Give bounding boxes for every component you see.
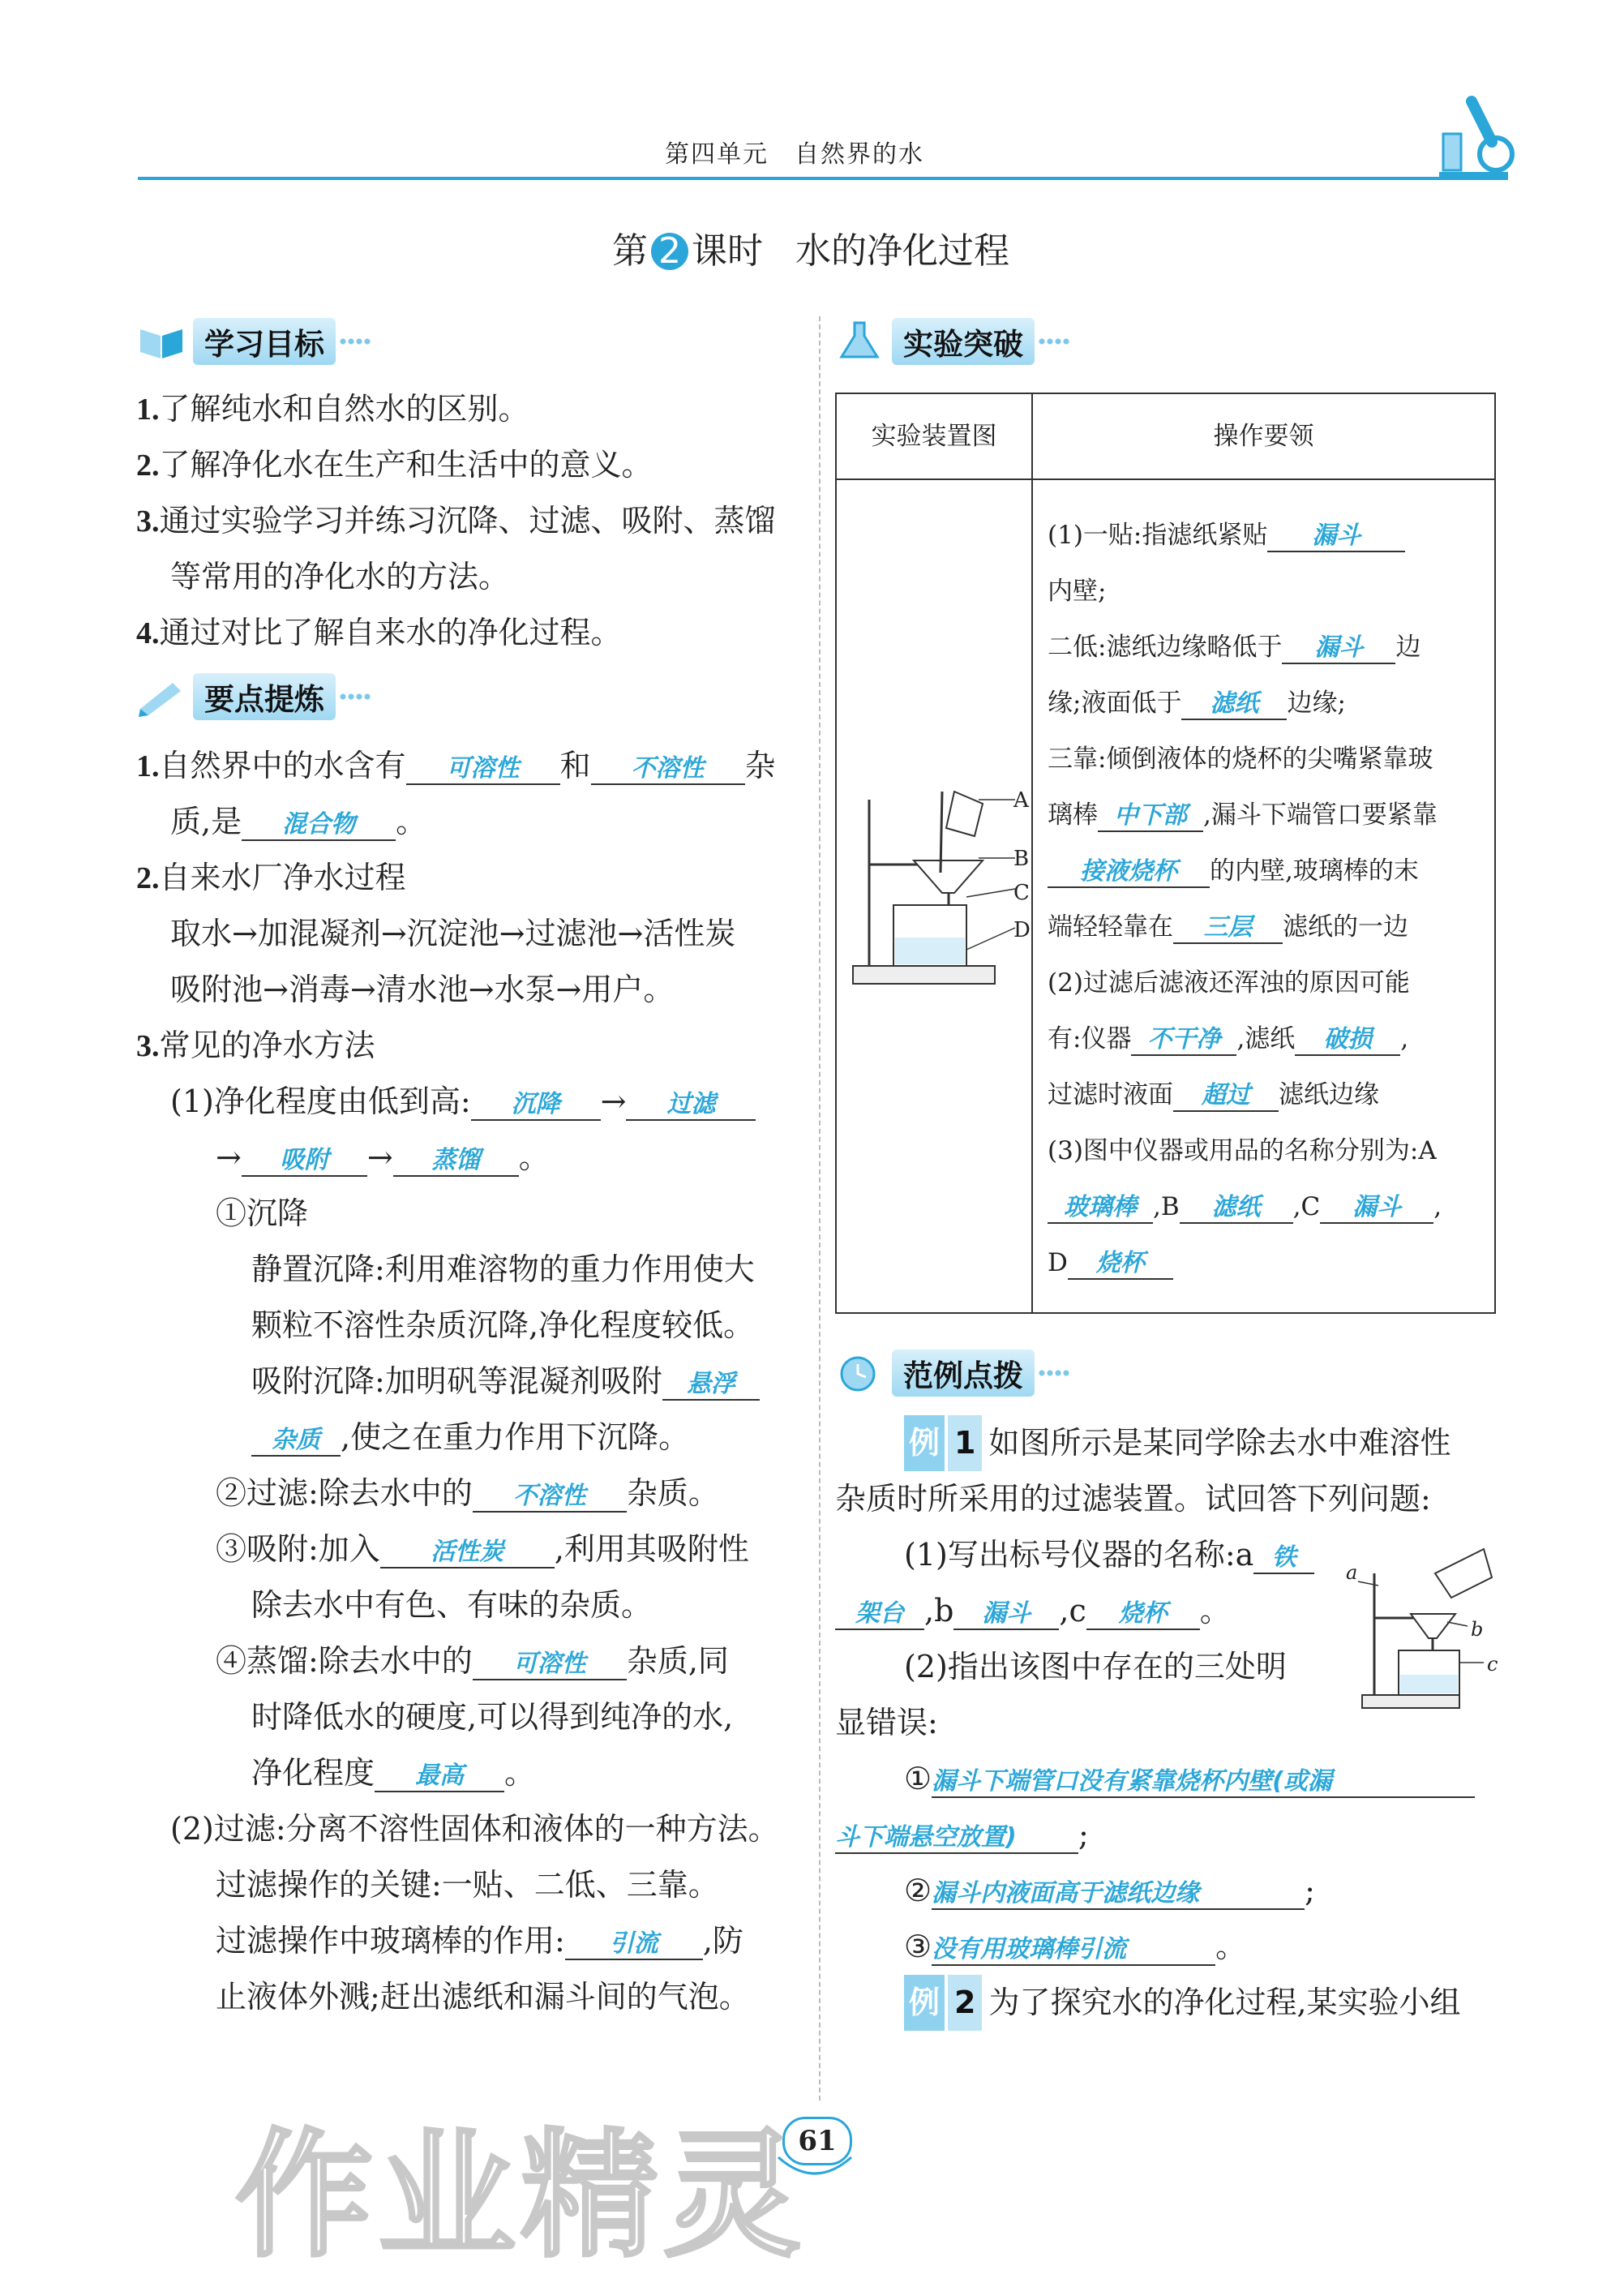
book-icon (136, 321, 186, 362)
answer-blank: 不溶性 (591, 754, 745, 785)
column-divider (819, 316, 821, 2101)
answer-blank: 悬浮 (662, 1370, 760, 1401)
sedimentation-title: ①沉降 (216, 1195, 309, 1231)
distillation-line3: 净化程度 最高 。 (251, 1755, 536, 1791)
table-header-apparatus: 实验装置图 (871, 422, 997, 451)
operation-line: (3)图中仪器或用品的名称分别为:A (1048, 1136, 1437, 1165)
operation-line: 璃棒 中下部 ,漏斗下端管口要紧靠 (1048, 787, 1438, 843)
figure-label-d: D (1013, 918, 1031, 942)
answer-blank: 滤纸 (1181, 689, 1287, 720)
goal-item: 3.通过实验学习并练习沉降、过滤、吸附、蒸馏 (136, 503, 776, 539)
example-figure-label-b: b (1471, 1618, 1484, 1641)
dots-decoration (1038, 1369, 1070, 1377)
section-examples-label: 范例点拨 (892, 1350, 1035, 1397)
figure-label-c: C (1013, 881, 1030, 905)
answer-blank: 蒸馏 (393, 1146, 519, 1177)
operation-line: 有:仪器 不干净 ,滤纸 破损 , (1048, 1011, 1408, 1067)
filtration-method: ②过滤:除去水中的 不溶性 杂质。 (216, 1475, 719, 1511)
table-column-divider (1031, 394, 1033, 1312)
answer-blank: 烧杯 (1086, 1599, 1200, 1630)
answer-blank: 不溶性 (473, 1482, 627, 1513)
operation-line: 二低:滤纸边缘略低于 漏斗 边 (1048, 620, 1420, 676)
section-points (136, 673, 371, 720)
answer-blank: 滤纸 (1180, 1193, 1293, 1224)
lesson-prefix: 第 (612, 230, 648, 272)
operation-line: (2)过滤后滤液还浑浊的原因可能 (1048, 968, 1410, 998)
answer-blank: 没有用玻璃棒引流 (932, 1935, 1215, 1966)
example-1-line6: 显错误: (835, 1705, 938, 1740)
answer-blank: 引流 (565, 1929, 703, 1960)
filtration-apparatus-figure (845, 783, 1031, 1002)
section-experiment-label: 实验突破 (892, 318, 1035, 365)
microscope-icon (1427, 85, 1516, 181)
section-points-label: 要点提炼 (193, 673, 336, 720)
point-2-line1: 取水→加混凝剂→沉淀池→过滤池→活性炭 (170, 916, 736, 951)
operation-line: 过滤时液面 超过 滤纸边缘 (1048, 1067, 1379, 1123)
table-header-divider (837, 478, 1494, 480)
dots-decoration (339, 693, 371, 701)
distillation-line2: 时降低水的硬度,可以得到纯净的水, (251, 1699, 734, 1735)
example-figure-label-a: a (1346, 1561, 1358, 1584)
sedimentation-line1: 静置沉降:利用难溶物的重力作用使大 (251, 1251, 755, 1287)
example-2-line1: 例 2 为了探究水的净化过程,某实验小组 (904, 1975, 1461, 2031)
answer-blank: 最高 (375, 1762, 504, 1792)
point-2-line2: 吸附池→消毒→清水池→水泵→用户。 (170, 972, 675, 1007)
answer-blank: 超过 (1173, 1081, 1279, 1112)
answer-blank: 杂质 (251, 1426, 341, 1457)
point-3-title: 3.常见的净水方法 (136, 1028, 375, 1063)
example-number: 1 (948, 1415, 982, 1471)
distillation-line1: ④蒸馏:除去水中的 可溶性 杂质,同 (216, 1643, 729, 1679)
adsorption-line2: 除去水中有色、有味的杂质。 (251, 1587, 653, 1623)
example-1-line4: 架台 ,b 漏斗 ,c 烧杯 。 (835, 1583, 1231, 1639)
goal-item: 等常用的净化水的方法。 (170, 559, 510, 594)
operation-line: 三靠:倾倒液体的烧杯的尖嘴紧靠玻 (1048, 745, 1433, 774)
answer-blank: 漏斗 (1282, 633, 1395, 664)
figure-label-a: A (1013, 788, 1029, 813)
answer-blank: 斗下端悬空放置) (835, 1823, 1078, 1854)
section-examples (835, 1350, 1070, 1397)
example-badge: 例 (904, 1415, 945, 1471)
filtration-line4: 止液体外溅;赶出滤纸和漏斗间的气泡。 (216, 1979, 750, 2015)
answer-blank: 可溶性 (473, 1650, 627, 1680)
example-1-line5: (2)指出该图中存在的三处明 (904, 1649, 1287, 1684)
experiment-table (835, 393, 1496, 1314)
example-badge: 例 (904, 1975, 945, 2031)
answer-blank: 架台 (835, 1599, 924, 1630)
answer-blank: 三层 (1173, 913, 1283, 944)
answer-blank: 混合物 (242, 810, 396, 841)
answer-blank: 铁 (1253, 1543, 1314, 1574)
answer-blank: 烧杯 (1068, 1249, 1173, 1280)
filtration-line2: 过滤操作的关键:一贴、二低、三靠。 (216, 1867, 719, 1903)
adsorption-line1: ③吸附:加入 活性炭 ,利用其吸附性 (216, 1531, 749, 1567)
answer-blank: 破损 (1295, 1025, 1400, 1056)
goal-item: 4.通过对比了解自来水的净化过程。 (136, 615, 622, 650)
section-goals (136, 318, 371, 365)
dots-decoration (339, 337, 371, 345)
pen-icon (136, 676, 186, 717)
answer-blank: 漏斗 (1320, 1193, 1433, 1224)
point-1-line1: 1.自然界中的水含有 可溶性 和 不溶性 杂 (136, 748, 776, 783)
operation-line: 端轻轻靠在 三层 滤纸的一边 (1048, 899, 1408, 955)
point-1-line2: 质,是 混合物 。 (170, 804, 427, 839)
answer-blank: 接液烧杯 (1048, 857, 1210, 888)
answer-blank: 不干净 (1131, 1025, 1236, 1056)
operation-line: 缘;液面低于 滤纸 边缘; (1048, 676, 1346, 732)
lesson-number: 2 (651, 233, 688, 270)
operation-line: D 烧杯 (1048, 1235, 1173, 1291)
operation-line: 玻璃棒 ,B 滤纸 ,C 漏斗 , (1048, 1179, 1442, 1235)
example-1-line2: 杂质时所采用的过滤装置。试回答下列问题: (835, 1481, 1431, 1517)
operation-line: 内壁; (1048, 577, 1107, 606)
example-number: 2 (948, 1975, 982, 2031)
answer-blank: 中下部 (1098, 801, 1203, 832)
error-2: ②漏斗内液面高于滤纸边缘 ; (904, 1873, 1315, 1908)
header-rule (138, 177, 1508, 180)
flask-icon (835, 321, 885, 362)
answer-blank: 漏斗内液面高于滤纸边缘 (932, 1879, 1305, 1910)
filtration-line1: (2)过滤:分离不溶性固体和液体的一种方法。 (170, 1811, 779, 1847)
lesson-suffix: 课时 (692, 230, 763, 272)
error-1-line1: ①漏斗下端管口没有紧靠烧杯内壁(或漏 (904, 1751, 1475, 1807)
figure-label-b: B (1013, 847, 1030, 871)
clock-icon (835, 1353, 885, 1393)
answer-blank: 漏斗 (953, 1599, 1059, 1630)
lesson-name: 水的净化过程 (795, 230, 1009, 272)
example-figure-label-c: c (1487, 1653, 1498, 1676)
dots-decoration (1038, 337, 1070, 345)
page-number: 61 (782, 2117, 852, 2165)
goal-item: 2.了解净化水在生产和生活中的意义。 (136, 447, 653, 483)
section-goals-label: 学习目标 (193, 318, 336, 365)
error-1-line2: 斗下端悬空放置) ; (835, 1817, 1089, 1852)
table-header-operation: 操作要领 (1213, 422, 1314, 451)
watermark: 作业精灵 (235, 2116, 807, 2277)
point-3-order-line1: (1)净化程度由低到高: 沉降 → 过滤 (170, 1074, 756, 1130)
running-header: 第四单元 自然界的水 (665, 140, 924, 169)
example-1-line3: (1)写出标号仪器的名称:a 铁 (904, 1527, 1314, 1583)
error-3: ③没有用玻璃棒引流 。 (904, 1929, 1247, 1964)
operation-line: (1)一贴:指滤纸紧贴 漏斗 (1048, 508, 1405, 564)
answer-blank: 过滤 (626, 1090, 756, 1121)
point-3-order-line2: → 吸附 → 蒸馏 。 (216, 1139, 550, 1175)
answer-blank: 漏斗 (1267, 521, 1405, 552)
answer-blank: 沉降 (471, 1090, 601, 1121)
lesson-title (612, 227, 1009, 276)
sedimentation-line3: 吸附沉降:加明矾等混凝剂吸附 悬浮 (251, 1354, 760, 1410)
point-2-title: 2.自来水厂净水过程 (136, 860, 406, 895)
goal-item: 1.了解纯水和自然水的区别。 (136, 391, 529, 427)
operation-line: 接液烧杯 的内壁,玻璃棒的末 (1048, 843, 1419, 899)
answer-blank: 漏斗下端管口没有紧靠烧杯内壁(或漏 (932, 1767, 1475, 1798)
filtration-line3: 过滤操作中玻璃棒的作用: 引流 ,防 (216, 1923, 743, 1959)
sedimentation-line4: 杂质 ,使之在重力作用下沉降。 (251, 1410, 689, 1465)
answer-blank: 可溶性 (406, 754, 560, 785)
answer-blank: 玻璃棒 (1048, 1193, 1153, 1224)
sedimentation-line2: 颗粒不溶性杂质沉降,净化程度较低。 (251, 1307, 755, 1343)
answer-blank: 吸附 (242, 1146, 367, 1177)
section-experiment (835, 318, 1070, 365)
answer-blank: 活性炭 (380, 1538, 555, 1568)
example-1-line1: 例 1 如图所示是某同学除去水中难溶性 (904, 1415, 1450, 1471)
